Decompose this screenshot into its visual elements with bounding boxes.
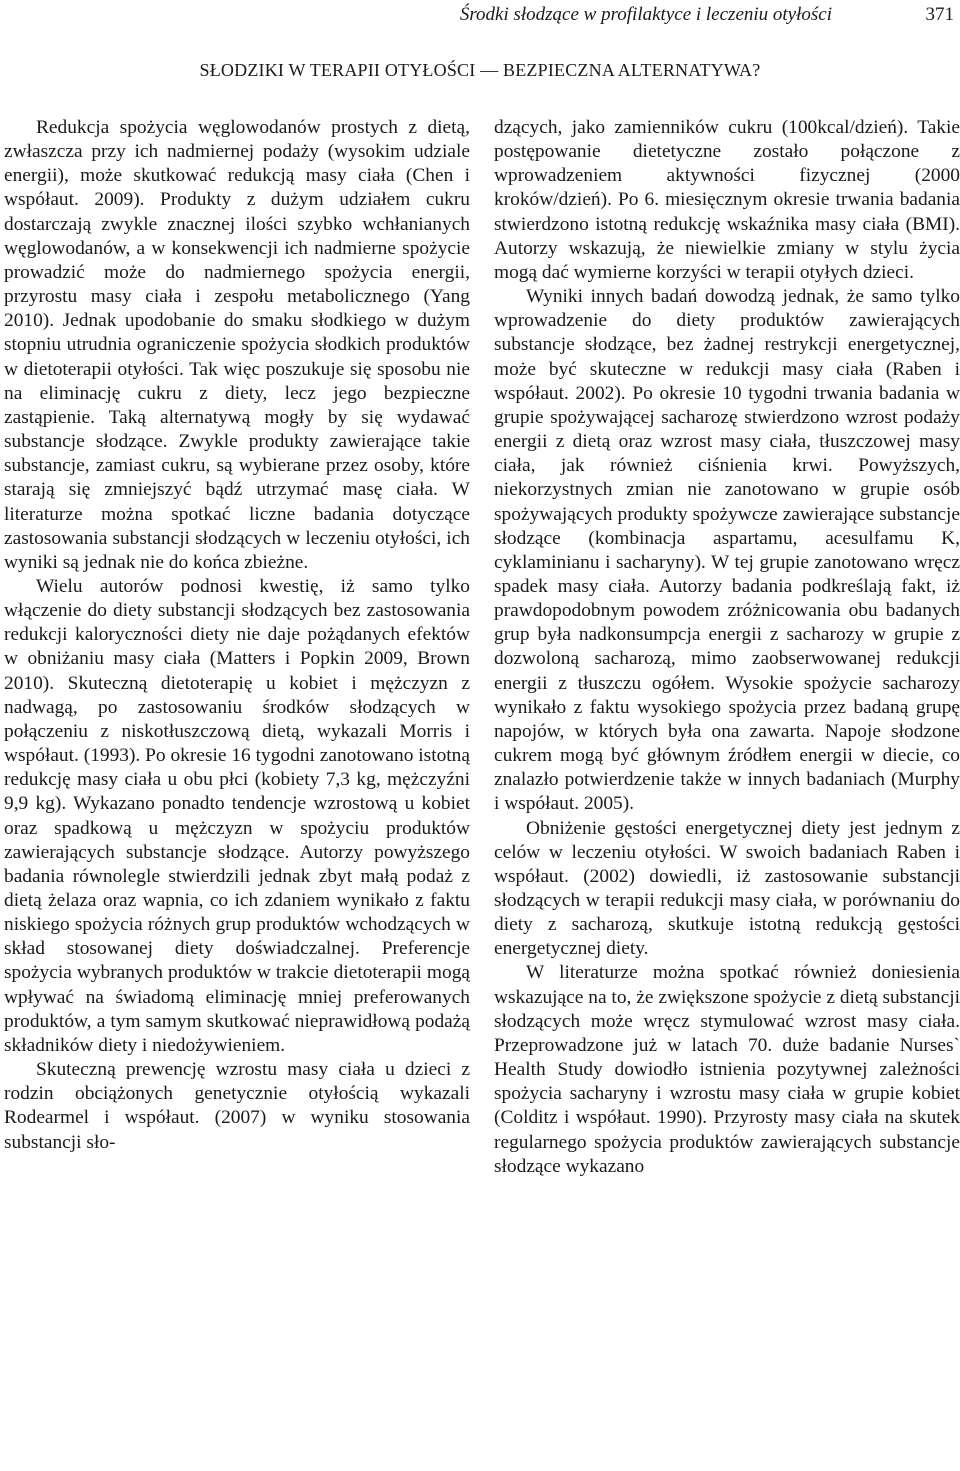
paragraph: Skuteczną prewencję wzrostu masy ciała u dzieci z rodzin obciążonych genetycznie otyłością wykazali Rodearmel i współaut. (2007) w wyniku stosowania substancji sło- [4,1059,470,1153]
section-heading: SŁODZIKI W TERAPII OTYŁOŚCI — BEZPIECZNA ALTERNATYWA? [199,60,761,80]
paragraph: Redukcja spożycia węglowodanów prostych z dietą, zwłaszcza przy ich nadmiernej podaży (wysokim udziale energii), może skutkować redukcją masy ciała (Chen i współaut. 2009). Produkty z dużym udziałem cukru dostarczają zwykle znacznej ilości szybko wchłanianych węglowodanów, a w konsekwencji ich nadmierne spożycie prowadzić może do nadmiernego spożycia energii, przyrostu masy ciała i zespołu metabolicznego (Yang 2010). Jednak upodobanie do smaku słodkiego w dużym stopniu utrudnia ograniczenie spożycia słodkich produktów w dietoterapii otyłości. Tak więc poszukuje się sposobu nie na eliminację cukru z diety, lecz jego bezpieczne zastąpienie. Taką alternatywą mogły by się wydawać substancje słodzące. Zwykle produkty zawierające takie substancje, zamiast cukru, są wybierane przez osoby, które starają się zmniejszyć bądź utrzymać masę ciała. W literaturze można spotkać liczne badania dotyczące zastosowania substancji słodzących w leczeniu otyłości, ich wyniki są jednak nie do końca zbieżne. [4,117,470,573]
paragraph-continued: dzących, jako zamienników cukru (100kcal/dzień). Takie postępowanie dietetyczne zostało połączone z wprowadzeniem aktywności fizycznej (2000 kroków/dzień). Po 6. miesięcznym okresie trwania badania stwierdzono istotną redukcję wskaźnika masy ciała (BMI). Autorzy wskazują, że niewielkie zmiany w stylu życia mogą dać wymierne korzyści w terapii otyłych dzieci. [494,117,960,283]
right-column [494,116,960,1179]
running-title: Środki słodzące w profilaktyce i leczeniu otyłości [459,4,832,25]
paragraph: W literaturze można spotkać również doniesienia wskazujące na to, że zwiększone spożycie z dietą substancji słodzących może wręcz stymulować wzrost masy ciała. Przeprowadzone już w latach 70. duże badanie Nurses` Health Study dowiodło istnienia pozytywnej zależności spożycia sacharyny i wzrostu masy ciała w grupie kobiet (Colditz i współaut. 1990). Przyrosty masy ciała na skutek regularnego spożycia produktów zawierających substancje słodzące wykazano [494,962,960,1177]
paragraph: Wyniki innych badań dowodzą jednak, że samo tylko wprowadzenie do diety produktów zawierających substancje słodzące, bez żadnej restrykcji energetycznej, może być skuteczne w redukcji masy ciała (Raben i współaut. 2002). Po okresie 10 tygodni trwania badania w grupie spożywającej sacharozę stwierdzono wzrost podaży energii z dietą oraz wzrost masy ciała, tłuszczowej masy ciała, jak również ciśnienia krwi. Powyższych, niekorzystnych zmian nie zanotowano w grupie osób spożywających produkty spożywcze zawierające substancje słodzące (kombinacja aspartamu, acesulfamu K, cyklaminianu i sacharyny). W tej grupie zanotowano wręcz spadek masy ciała. Autorzy badania podkreślają fakt, iż prawdopodobnym powodem zróżnicowania obu badanych grup była nadkonsumpcja energii z sacharozy w grupie z dozwoloną sacharozą, mimo zaobserwowanej redukcji energii z tłuszczu ogółem. Wysokie spożycie sacharozy wynikało z faktu wysokiego spożycia przez badaną grupę napojów, w których była ona zawarta. Napoje słodzone cukrem mogą być głównym źródłem energii w diecie, co znalazło potwierdzenie także w innych badaniach (Murphy i współaut. 2005). [494,286,960,815]
paragraph: Wielu autorów podnosi kwestię, iż samo tylko włączenie do diety substancji słodzących bez zastosowania redukcji kaloryczności diety nie daje pożądanych efektów w obniżaniu masy ciała (Matters i Popkin 2009, Brown 2010). Skuteczną dietoterapię u kobiet i mężczyzn z nadwagą, po zastosowaniu środków słodzących w połączeniu z niskotłuszczową dietą, wykazali Morris i współaut. (1993). Po okresie 16 tygodni zanotowano istotną redukcję masy ciała u obu płci (kobiety 7,3 kg, mężczyźni 9,9 kg). Wykazano ponadto tendencje wzrostową u kobiet oraz spadkową u mężczyzn w spożyciu produktów zawierających substancje słodzące. Autorzy powyższego badania równolegle stwierdzili jednak zbyt małą podaż z dietą żelaza oraz wapnia, co ich zdaniem wynikało z faktu niskiego spożycia różnych grup produktów wchodzących w skład stosowanej diety doświadczalnej. Preferencje spożycia wybranych produktów w trakcie dietoterapii mogą wpływać na świadomą eliminację mniej preferowanych produktów, a tym samym skutkować nieprawidłową podażą składników diety i niedożywieniem. [4,575,470,1056]
left-column [4,116,470,1155]
page-number: 371 [925,4,954,25]
paragraph: Obniżenie gęstości energetycznej diety jest jednym z celów w leczeniu otyłości. W swoich badaniach Raben i współaut. (2002) dowiedli, iż zastosowanie substancji słodzących w terapii redukcji masy ciała, w porównaniu do diety z sacharozą, skutkuje istotną redukcją gęstości energetycznej diety. [494,817,960,960]
running-header [0,4,960,30]
